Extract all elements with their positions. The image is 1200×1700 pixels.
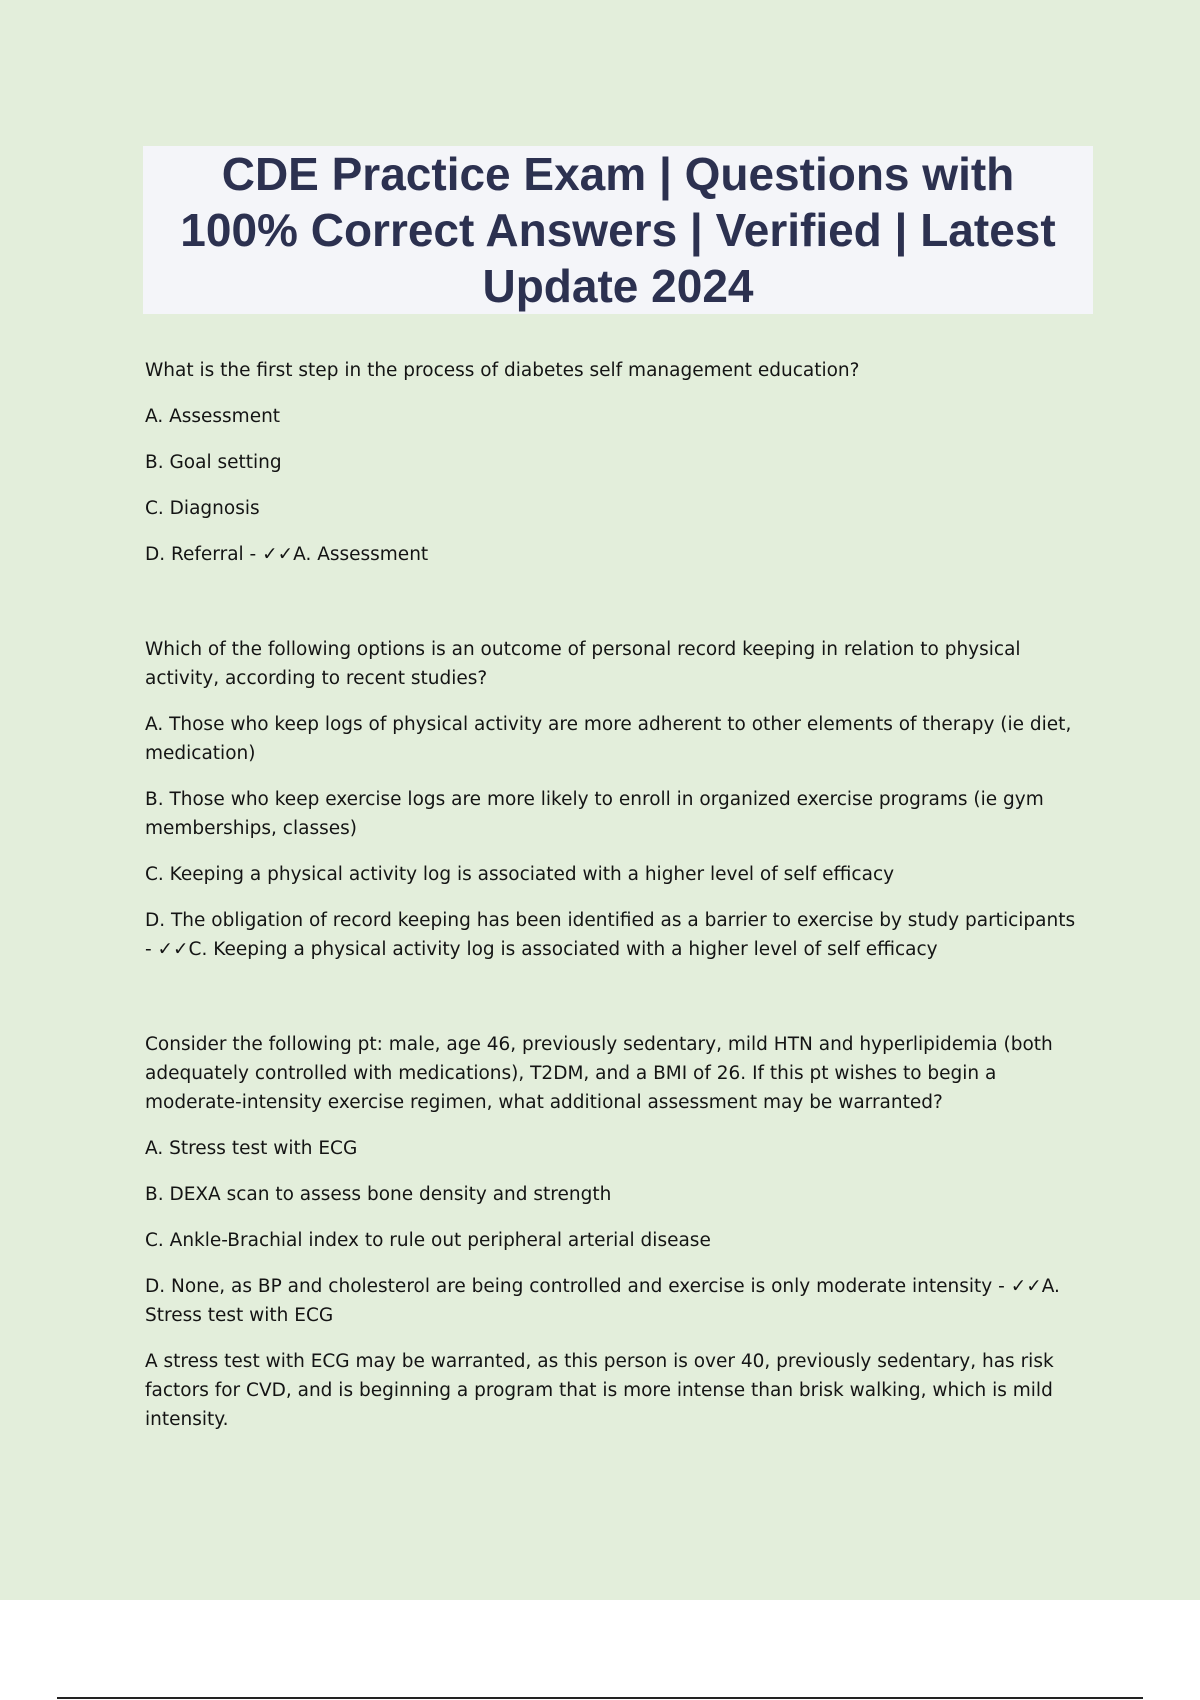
answer-option-d: D. The obligation of record keeping has been identified as a barrier to exercise by study participants - ✓✓C. Keeping a physical activity log is associated with a higher level of self efficacy	[145, 910, 1076, 960]
answer-option-c: C. Diagnosis	[145, 498, 260, 519]
answer-option-c: C. Ankle-Brachial index to rule out peripheral arterial disease	[145, 1230, 711, 1251]
answer-option-b: B. DEXA scan to assess bone density and strength	[145, 1184, 612, 1205]
question-block-2	[145, 635, 1085, 964]
question-text: What is the first step in the process of diabetes self management education?	[145, 360, 860, 381]
page-title: CDE Practice Exam | Questions with 100% Correct Answers | Verified | Latest Update 2024	[180, 148, 1056, 312]
answer-option-a: A. Stress test with ECG	[145, 1138, 358, 1159]
answer-option-a: A. Assessment	[145, 406, 281, 427]
question-block-1	[145, 356, 1085, 569]
question-text: Which of the following options is an outcome of personal record keeping in relation to physical activity, according to recent studies?	[145, 639, 1021, 689]
question-text: Consider the following pt: male, age 46, previously sedentary, mild HTN and hyperlipidemia (both adequately controlled with medications), T2DM, and a BMI of 26. If this pt wishes to begin a moderate-intensity exercise regimen, what additional assessment may be warranted?	[145, 1034, 1053, 1113]
exam-content	[145, 356, 1085, 1451]
answer-option-b: B. Those who keep exercise logs are more likely to enroll in organized exercise programs (ie gym memberships, classes)	[145, 789, 1044, 839]
question-block-3	[145, 1030, 1085, 1434]
answer-option-a: A. Those who keep logs of physical activity are more adherent to other elements of therapy (ie diet, medication)	[145, 714, 1072, 764]
answer-option-d: D. Referral - ✓✓A. Assessment	[145, 544, 429, 565]
answer-option-c: C. Keeping a physical activity log is associated with a higher level of self efficacy	[145, 864, 895, 885]
answer-option-b: B. Goal setting	[145, 452, 282, 473]
answer-explanation: A stress test with ECG may be warranted, as this person is over 40, previously sedentary, has risk factors for CVD, and is beginning a program that is more intense than brisk walking, which is mild intensity.	[145, 1351, 1054, 1430]
answer-option-d: D. None, as BP and cholesterol are being controlled and exercise is only moderate intensity - ✓✓A. Stress test with ECG	[145, 1276, 1060, 1326]
footer-divider	[57, 1697, 1143, 1699]
title-banner	[143, 146, 1093, 314]
